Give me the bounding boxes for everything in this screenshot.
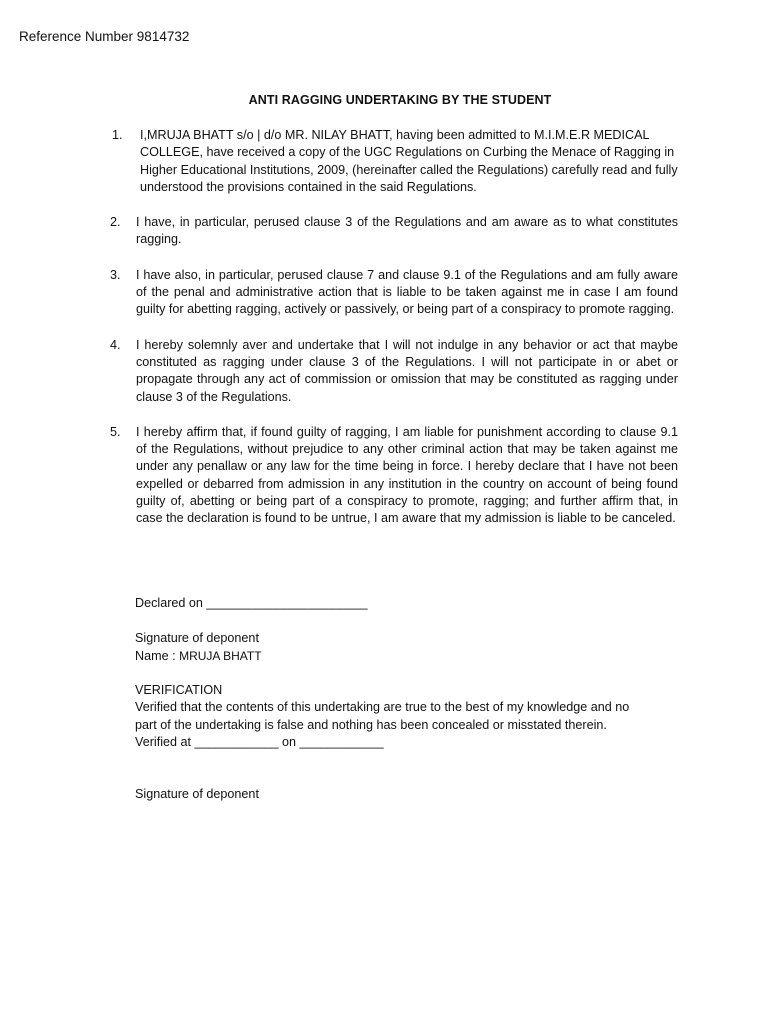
undertaking-list	[110, 127, 678, 546]
verification-line: Verified that the contents of this undertaking are true to the best of my knowledge and no	[135, 700, 630, 715]
item-text: I hereby affirm that, if found guilty of ragging, I am liable for punishment according to clause 9.1 of the Regulations, without prejudice to any other criminal action that may be taken against me under any penallaw or any law for the time being in force. I hereby declare that I have not been expelled or debarred from admission in any institution in the country on account of being found guilty of, abetting or being part of a conspiracy to promote, ragging; and further affirm that, in case the declaration is found to be untrue, I am aware that my admission is liable to be canceled.	[136, 424, 678, 526]
item-number: 1.	[112, 128, 123, 142]
item-number: 3.	[110, 267, 121, 282]
verification-line: part of the undertaking is false and nothing has been concealed or misstated therein.	[135, 717, 607, 732]
name-label: Name :	[135, 649, 176, 663]
item-number: 2.	[110, 215, 121, 230]
document-title: ANTI RAGGING UNDERTAKING BY THE STUDENT	[248, 93, 552, 107]
name-value: MRUJA BHATT	[179, 649, 262, 663]
item-number: 4.	[110, 337, 121, 352]
signature-label-2: Signature of deponent	[135, 787, 259, 801]
declared-on-line: Declared on _______________________	[135, 596, 368, 610]
reference-number: Reference Number 9814732	[19, 29, 190, 44]
item-text: I have also, in particular, perused clause 7 and clause 9.1 of the Regulations and am fully aware of the penal and administrative action that is liable to be taken against me in case I am found guilty for abetting ragging, actively or passively, or being part of a conspiracy to promote ragging.	[136, 267, 678, 317]
item-text: I have, in particular, perused clause 3 of the Regulations and am aware as to what constitutes ragging.	[136, 215, 678, 247]
name-line	[135, 648, 262, 665]
verification-section	[135, 682, 695, 751]
item-text: I hereby solemnly aver and undertake that I will not indulge in any behavior or act that maybe constituted as ragging under clause 3 of the Regulations. I will not participate in or abet or propagate through any act of commission or omission that may be constituted as ragging under clause 3 of the Regulations.	[136, 337, 678, 404]
item-text: I,MRUJA BHATT s/o | d/o MR. NILAY BHATT, having been admitted to M.I.M.E.R MEDICAL COLLEGE, have received a copy of the UGC Regulations on Curbing the Menace of Ragging in Higher Educational Institutions, 2009, (hereinafter called the Regulations) carefully read and fully understood the provisions contained in the said Regulations.	[140, 128, 678, 194]
item-number: 5.	[110, 424, 121, 439]
verified-at-line: Verified at ____________ on ____________	[135, 734, 384, 749]
verification-heading: VERIFICATION	[135, 683, 223, 697]
list-item	[110, 337, 678, 406]
list-item	[110, 214, 678, 249]
list-item	[110, 127, 678, 196]
list-item	[110, 267, 678, 319]
signature-label: Signature of deponent	[135, 631, 259, 645]
list-item	[110, 424, 678, 528]
